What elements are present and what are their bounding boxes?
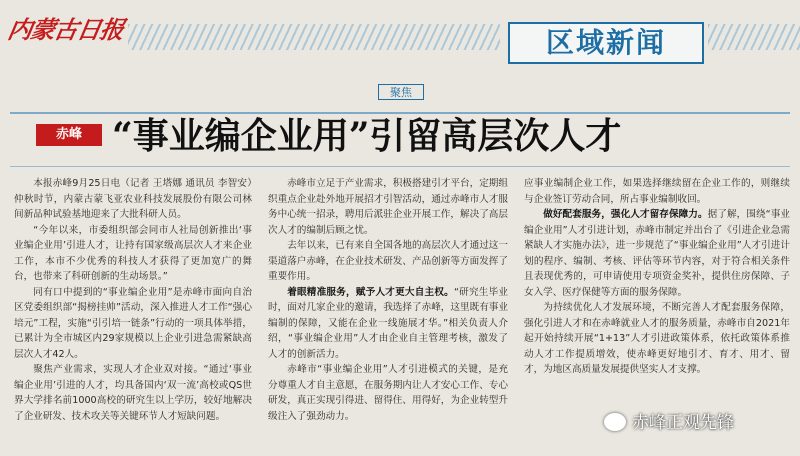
paragraph: 本报赤峰9月25日电（记者 王塔娜 通讯员 李智安）仲秋时节，内蒙古蒙飞亚农业科技发展股份有限公司林间新品种试验基地迎来了大批科研人员。 bbox=[14, 178, 252, 220]
kicker-label: 聚焦 bbox=[378, 84, 424, 100]
paragraph: 着眼精准服务，赋予人才更大自主权。“研究生毕业时，面对几家企业的邀请，我选择了赤峰，这里既有事业编制的保障，又能在企业一线施展才华。”相关负责人介绍，“事业编企业用”人才由企业自主管理考核，激发了人才的创新活力。 bbox=[268, 286, 508, 360]
paragraph: 去年以来，已有来自全国各地的高层次人才通过这一渠道落户赤峰，在企业技术研发、产品创新等方面发挥了重要作用。 bbox=[268, 240, 508, 282]
paragraph: “今年以来，市委组织部会同市人社局创新推出‘事业编企业用’引进人才，让持有国家级高层次人才来企业工作，本市不少优秀的科技人才获得了更加宽广的舞台，也带来了科研创新的生动场景。” bbox=[14, 224, 252, 282]
newspaper-logo: 内蒙古日报 bbox=[5, 15, 126, 44]
watermark-text: 赤峰正观先锋 bbox=[632, 413, 734, 433]
masthead-hatch-decoration-right bbox=[708, 24, 800, 50]
article-column-2 bbox=[268, 176, 508, 456]
section-title-box bbox=[508, 22, 704, 64]
section-title: 区域新闻 bbox=[545, 26, 666, 59]
region-tag: 赤峰 bbox=[36, 124, 102, 146]
watermark bbox=[604, 408, 794, 438]
paragraph: 赤峰市立足于产业需求，积极搭建引才平台，定期组织重点企业赴外地开展招才引智活动，通过赤峰市人才服务中心统一招录，聘用后派驻企业开展工作，解决了高层次人才的编制后顾之忧。 bbox=[268, 178, 508, 236]
headline: “事业编企业用”引留高层次人才 bbox=[112, 115, 622, 157]
masthead-hatch-decoration bbox=[128, 24, 500, 50]
paragraph: 做好配套服务，强化人才留存保障力。据了解，围绕“事业编企业用”人才引进计划，赤峰市制定并出台了《引进企业急需紧缺人才实施办法》，进一步规范了“事业编企业用”人才引进计划的程序、编制、考核、评估等环节内容，对于符合相关条件且表现优秀的，可申请使用专项资金奖补，提供住房保障、子女入学、医疗保健等方面的服务保障。 bbox=[524, 209, 790, 298]
masthead bbox=[0, 0, 800, 78]
paragraph: 赤峰市“事业编企业用”人才引进模式的关键，是充分尊重人才自主意愿，在服务期内让人才安心工作、专心研发，真正实现引得进、留得住、用得好，为企业转型升级注入了强劲动力。 bbox=[268, 364, 508, 422]
paragraph: 聚焦产业需求，实现人才企业双对接。“通过‘事业编企业用’引进的人才，均具备国内‘双一流’高校或QS世界大学排名前1000高校的研究生以上学历，较好地解决了企业研发、技术攻关等关键环节人才短缺问题。 bbox=[14, 364, 252, 422]
paragraph: 应事业编制企业工作，如果选择继续留在企业工作的，则继续与企业签订劳动合同，所占事业编制收回。 bbox=[524, 178, 790, 205]
paragraph: 同有口中提到的“事业编企业用”是赤峰市面向自治区党委组织部“揭榜挂帅”活动，深入推进人才工作“强心培元”工程，实施“引引培一链条”行动的一项具体举措，已累计为全市城区内29家规模以上企业引进急需紧缺高层次人才42人。 bbox=[14, 286, 252, 360]
paragraph: 为持续优化人才发展环境，不断完善人才配套服务保障，强化引进人才和在赤峰就业人才的服务质量，赤峰市自2021年起开始持续开展“1+13”人才引进政策体系，依托政策体系推动人才工作提质增效，使赤峰更好地引才、育才、用才、留才，为地区高质量发展提供坚实人才支撑。 bbox=[524, 302, 790, 375]
wechat-icon bbox=[604, 413, 626, 431]
headline-bottom-rule bbox=[10, 166, 790, 167]
article-column-1 bbox=[14, 176, 252, 456]
